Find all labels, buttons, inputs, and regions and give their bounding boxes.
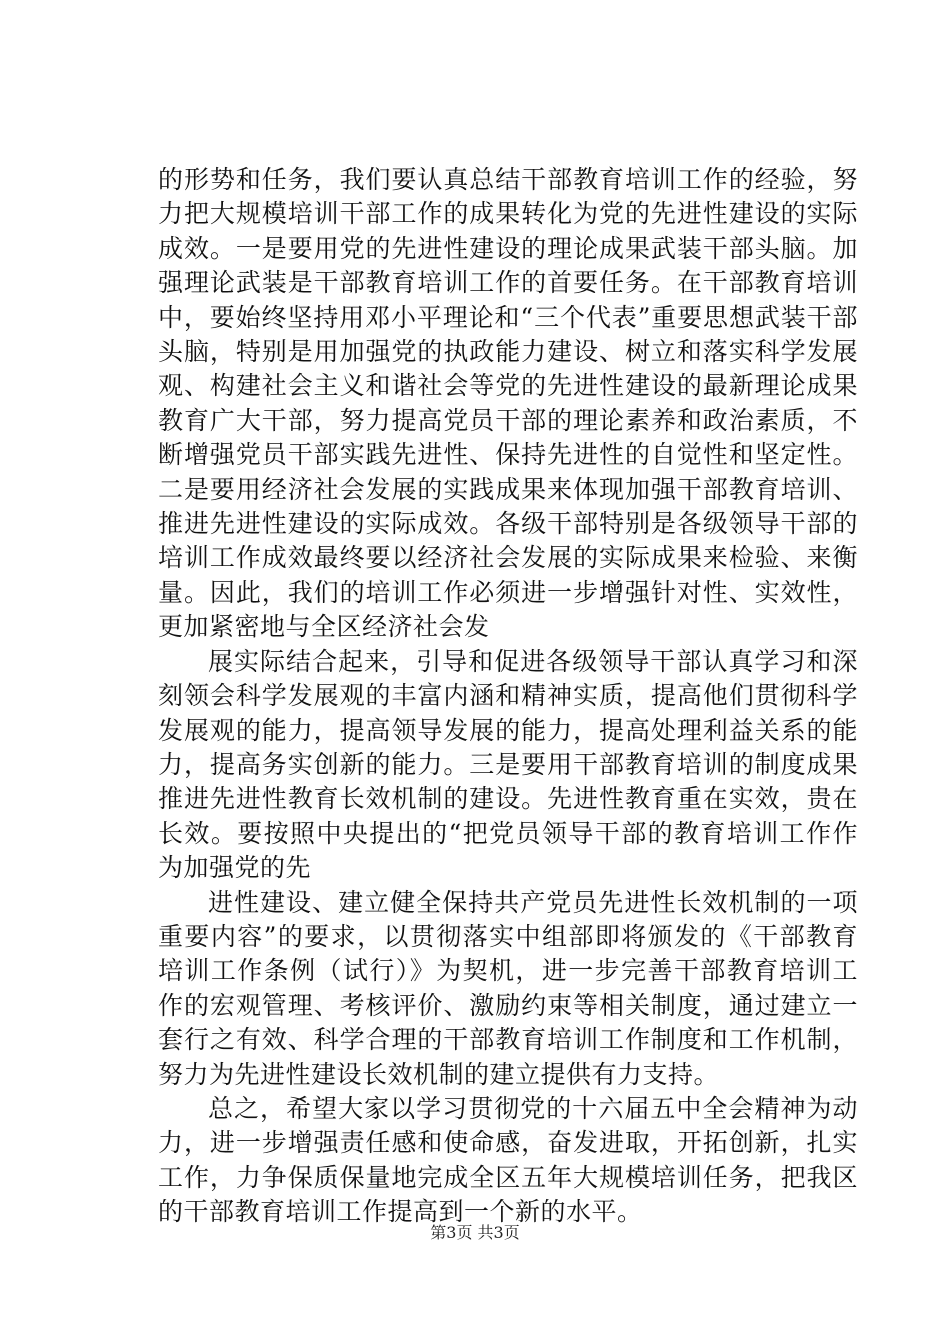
paragraph-3: 进性建设、建立健全保持共产党员先进性长效机制的一项重要内容”的要求，以贯彻落实中组部即将颁发的《干部教育培训工作条例（试行）》为契机，进一步完善干部教育培训工作的宏观管理、考核评价、激励约束等相关制度，通过建立一套行之有效、科学合理的干部教育培训工作制度和工作机制，努力为先进性建设长效机制的建立提供有力支持。 [158,887,858,1089]
paragraph-1: 的形势和任务，我们要认真总结干部教育培训工作的经验，努力把大规模培训干部工作的成果转化为党的先进性建设的实际成效。一是要用党的先进性建设的理论成果武装干部头脑。加强理论武装是干部教育培训工作的首要任务。在干部教育培训中，要始终坚持用邓小平理论和“三个代表”重要思想武装干部头脑，特别是用加强党的执政能力建设、树立和落实科学发展观、构建社会主义和谐社会等党的先进性建设的最新理论成果教育广大干部，努力提高党员干部的理论素养和政治素质，不断增强党员干部实践先进性、保持先进性的自觉性和坚定性。二是要用经济社会发展的实践成果来体现加强干部教育培训、推进先进性建设的实际成效。各级干部特别是各级领导干部的培训工作成效最终要以经济社会发展的实际成果来检验、来衡量。因此，我们的培训工作必须进一步增强针对性、实效性，更加紧密地与全区经济社会发 [158,165,858,642]
paragraph-4: 总之，希望大家以学习贯彻党的十六届五中全会精神为动力，进一步增强责任感和使命感，奋发进取，开拓创新，扎实工作，力争保质保量地完成全区五年大规模培训任务，把我区的干部教育培训工作提高到一个新的水平。 [158,1093,858,1227]
page-number-label: 第3页 共3页 [430,1223,520,1242]
page-footer [0,1223,950,1243]
document-body [158,163,858,1230]
paragraph-2: 展实际结合起来，引导和促进各级领导干部认真学习和深刻领会科学发展观的丰富内涵和精神实质，提高他们贯彻科学发展观的能力，提高领导发展的能力，提高处理利益关系的能力，提高务实创新的能力。三是要用干部教育培训的制度成果推进先进性教育长效机制的建设。先进性教育重在实效，贵在长效。要按照中央提出的“把党员领导干部的教育培训工作作为加强党的先 [158,646,858,883]
